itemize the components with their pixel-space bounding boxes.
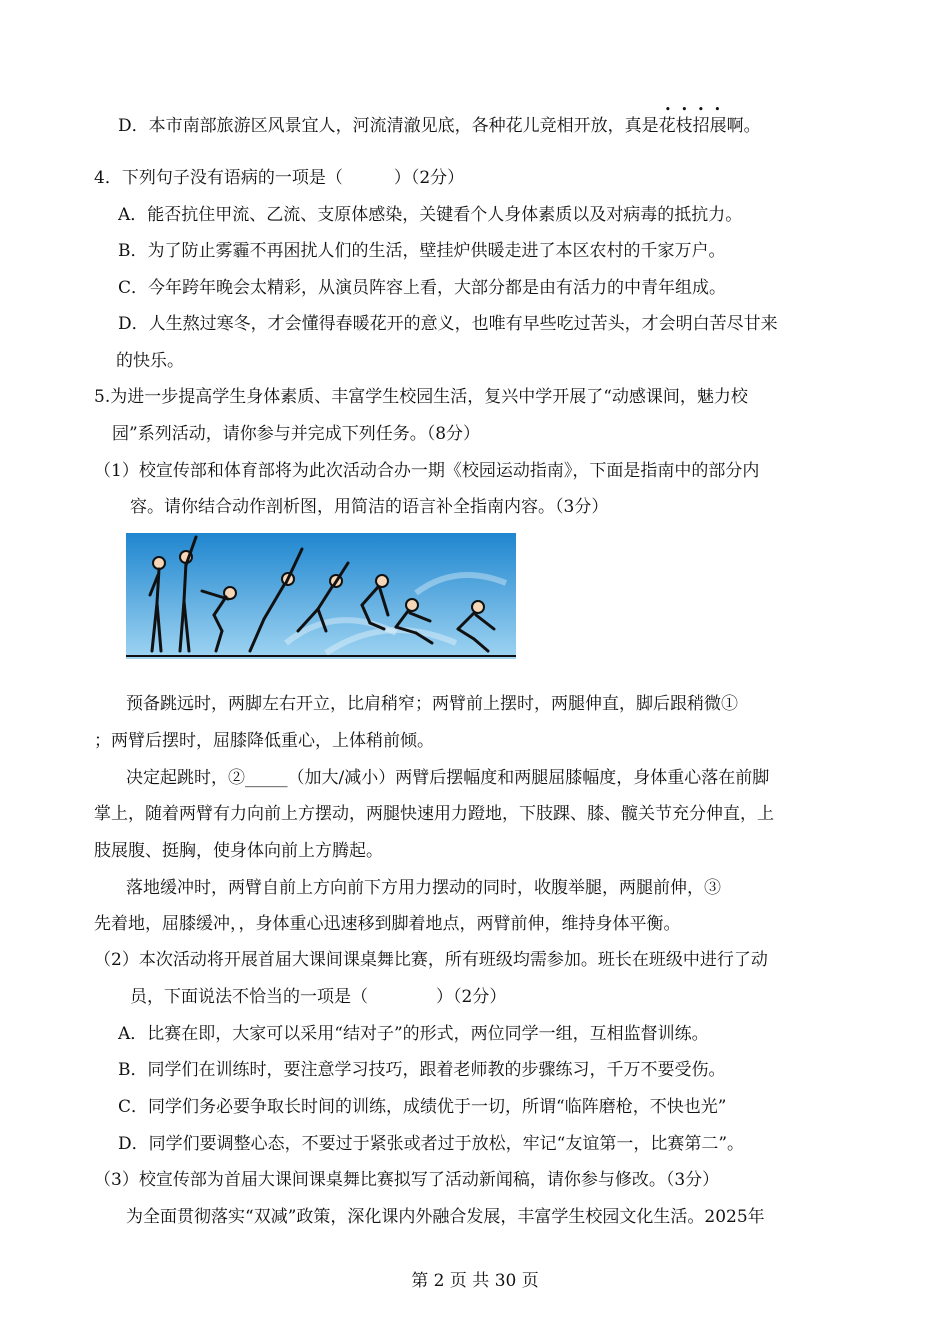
q3-option-d-end: 啊。 xyxy=(726,116,761,136)
q4-option-d-cont: 的快乐。 xyxy=(116,351,184,371)
s2-option-d: D．同学们要调整心态，不要过于紧张或者过于放松，牢记“友谊第一，比赛第二”。 xyxy=(118,1134,745,1154)
sub-question-1-cont: 容。请你结合动作剖析图，用简洁的语言补全指南内容。（3分） xyxy=(130,497,609,517)
page-footer: 第 2 页 共 30 页 xyxy=(411,1271,539,1291)
emphasized-phrase: • • 花枝招展 xyxy=(659,114,727,138)
q4-option-a: A．能否抗住甲流、乙流、支原体感染，关键看个人身体素质以及对病毒的抵抗力。 xyxy=(118,205,743,225)
q3-option-d xyxy=(118,114,761,138)
question-4: 4．下列句子没有语病的一项是（ ）（2分） xyxy=(94,168,465,188)
guide-para-1: 预备跳远时，两脚左右开立，比肩稍窄；两臂前上摆时，两腿伸直，脚后跟稍微① xyxy=(126,694,738,714)
sub-question-3: （3）校宣传部为首届大课间课桌舞比赛拟写了活动新闻稿，请你参与修改。（3分） xyxy=(94,1170,720,1190)
s2-option-b: B．同学们在训练时，要注意学习技巧，跟着老师教的步骤练习，千万不要受伤。 xyxy=(118,1060,726,1080)
guide-para-3-cont: 先着地，屈膝缓冲，，身体重心迅速移到脚着地点，两臂前伸，维持身体平衡。 xyxy=(94,914,681,934)
long-jump-figure xyxy=(126,533,516,659)
news-draft-para: 为全面贯彻落实“双减”政策，深化课内外融合发展，丰富学生校园文化生活。2025年 xyxy=(126,1207,765,1227)
sub-question-2-cont: 员，下面说法不恰当的一项是（ ）（2分） xyxy=(130,987,507,1007)
guide-para-1-cont: ；两臂后摆时，屈膝降低重心，上体稍前倾。 xyxy=(94,731,434,751)
s2-option-c: C．同学们务必要争取长时间的训练，成绩优于一切，所谓“临阵磨枪，不快也光” xyxy=(118,1097,727,1117)
q3-option-d-text: D．本市南部旅游区风景宜人，河流清澈见底，各种花儿竞相开放，真是 xyxy=(118,116,659,136)
s2-option-a: A．比赛在即，大家可以采用“结对子”的形式，两位同学一组，互相监督训练。 xyxy=(118,1024,709,1044)
sub-question-1: （1）校宣传部和体育部将为此次活动合办一期《校园运动指南》，下面是指南中的部分内 xyxy=(94,461,760,481)
guide-para-2: 决定起跳时，②_____（加大/减小）两臂后摆幅度和两腿屈膝幅度，身体重心落在前脚 xyxy=(126,768,770,788)
question-5-cont: 园”系列活动，请你参与并完成下列任务。（8分） xyxy=(112,424,481,444)
long-jump-illustration xyxy=(126,533,516,659)
guide-para-2-cont-1: 掌上，随着两臂有力向前上方摆动，两腿快速用力蹬地，下肢踝、膝、髋关节充分伸直，上 xyxy=(94,804,774,824)
q4-option-d: D．人生熬过寒冬，才会懂得春暖花开的意义，也唯有早些吃过苦头，才会明白苦尽甘来 xyxy=(118,314,778,334)
q4-option-b: B．为了防止雾霾不再困扰人们的生活，壁挂炉供暖走进了本区农村的千家万户。 xyxy=(118,241,726,261)
guide-para-3: 落地缓冲时，两臂自前上方向前下方用力摆动的同时，收腹举腿，两腿前伸，③ xyxy=(126,878,721,898)
sub-question-2: （2）本次活动将开展首届大课间课桌舞比赛，所有班级均需参加。班长在班级中进行了动 xyxy=(94,950,768,970)
guide-para-2-cont-2: 肢展腹、挺胸，使身体向前上方腾起。 xyxy=(94,841,383,861)
question-5: 5.为进一步提高学生身体素质、丰富学生校园生活，复兴中学开展了“动感课间，魅力校 xyxy=(94,387,748,407)
q4-option-c: C．今年跨年晚会太精彩，从演员阵容上看，大部分都是由有活力的中青年组成。 xyxy=(118,278,727,298)
